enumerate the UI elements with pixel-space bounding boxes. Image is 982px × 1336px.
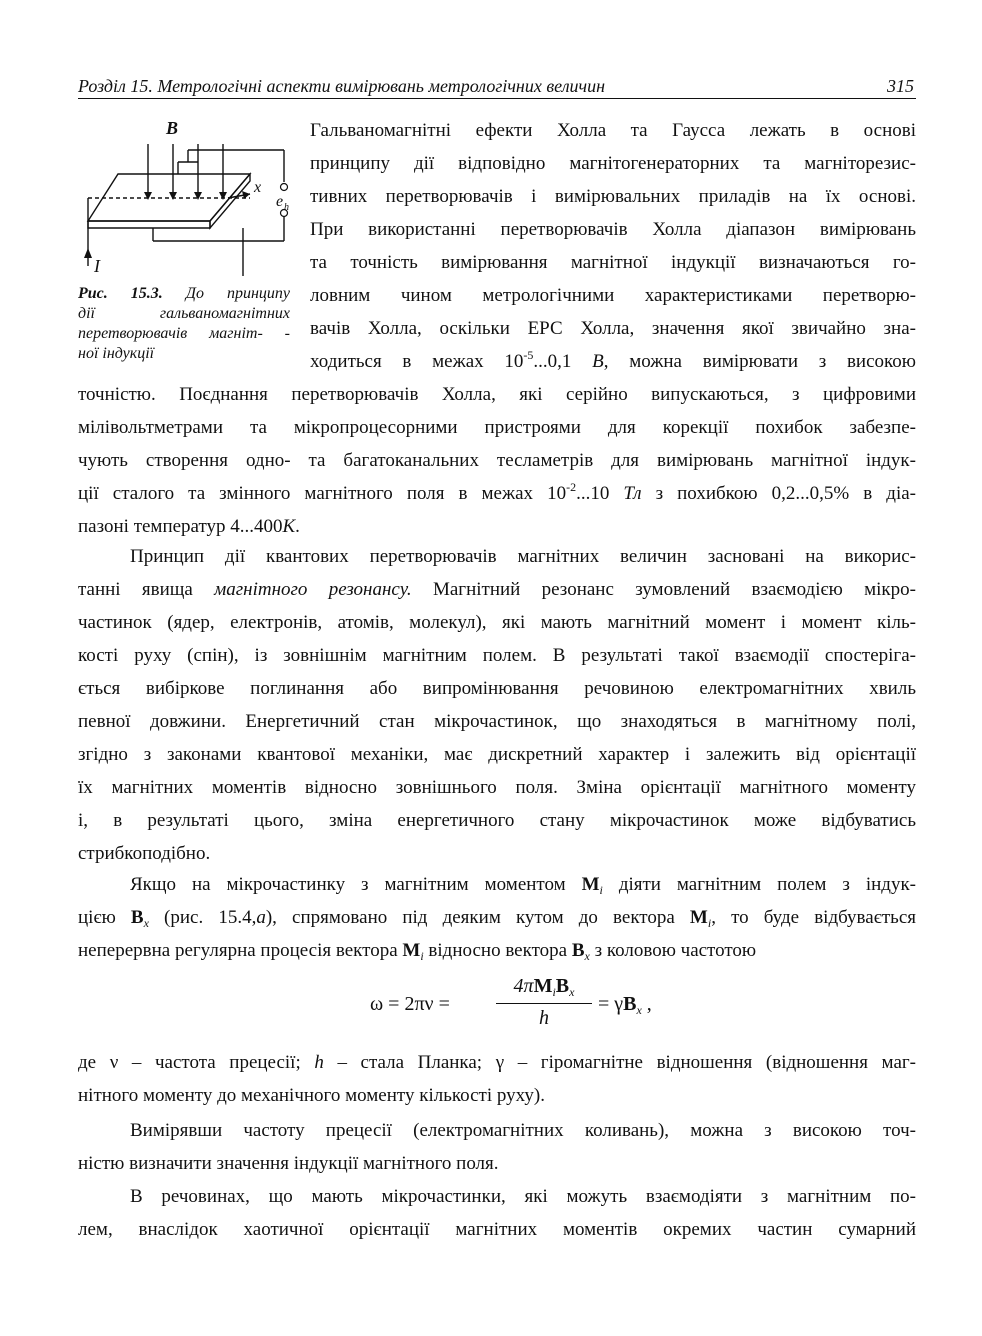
text-line: пазоні температур 4...400К. [78,516,300,537]
text-line: їх магнітних моментів відносно зовнішнього поля. Зміна орієнтації магнітного моменту [78,777,916,798]
text-line: і, в результаті цього, зміна енергетичного стану мікрочастинок може відбуватись [78,810,916,831]
caption-line: ної індукції [78,345,155,362]
caption-line: Рис. 15.3. До принципу [78,285,290,302]
text-line: ції сталого та змінного магнітного поля в межах $10^{-2}...10$ Тл з похибкою 0,2...0,5% в діа- [78,480,917,504]
formula-denominator: h [539,1007,549,1029]
text-line: танні явища магнітного резонансу. Магнітний резонанс зумовлений взаємодією мікро- [78,579,916,600]
text-line: Принцип дії квантових перетворювачів магнітних величин засновані на викорис- [130,546,916,567]
text-line: вачів Холла, оскільки ЕРС Холла, значення якої звичайно зна- [310,318,916,339]
text-line: та точність вимірювання магнітної індукції визначаються го- [310,252,916,273]
text-line: кості руху (спін), із зовнішнім магнітним полем. В результаті такої взаємодії спостеріга- [78,645,916,666]
figure-caption [78,284,290,364]
figure-15-3 [78,116,298,376]
text-line: ловним чином метрологічними характеристиками перетворю- [310,285,916,306]
hall-sensor-diagram [78,116,298,286]
text-line: ється вибіркове поглинання або випромінювання речовиною електромагнітних хвиль [78,678,916,699]
text-line: точністю. Поєднання перетворювачів Холла, які серійно випускаються, з цифровими [78,384,916,405]
text-line: чують створення одно- та багатоканальних тесламетрів для вимірювань магнітної індук- [78,450,916,471]
text-line: певної довжини. Енергетичний стан мікрочастинок, що знаходяться в магнітному полі, [78,711,916,732]
formula-rhs: = $\gamma B_x$ , [598,993,652,1017]
text-line: В речовинах, що мають мікрочастинки, які можуть взаємодіяти з магнітним по- [130,1186,916,1207]
text-line: неперервна регулярна процесія вектора $M_i$ відносно вектора $B_x$ з коловою частотою [78,940,757,963]
text-line: де ν – частота прецесії; h – стала Планка; γ – гіромагнітне відношення (відношення маг- [78,1052,916,1073]
paragraph-5 [78,1114,916,1180]
text-line: мілівольтметрами та мікропроцесорними пристроями для корекції похибок забезпе- [78,417,916,438]
text-line: Гальваномагнітні ефекти Холла та Гаусса лежать в основі [310,120,916,141]
text-line: частинок (ядер, електронів, атомів, молекул), які мають магнітний момент і момент кіль- [78,612,916,633]
text-line: згідно з законами квантової механіки, має дискретний характер і залежить від орієнтації [78,744,916,765]
label-B: B [166,118,179,138]
text-line: цією $B_x$ (рис. 15.4,а), спрямовано під деяким кутом до вектора $M_i$, то буде відбувається [78,907,917,930]
formula-numerator: $4\pi M_iB_x$ [513,975,575,999]
text-line: нітного моменту до механічного моменту кількості руху). [78,1085,545,1106]
caption-line: перетворювачів магніт- - [78,325,290,342]
formula-lhs: ω = 2πν = [370,993,450,1015]
text-line: Вимірявши частоту прецесії (електромагнітних коливань), можна з високою точ- [130,1120,916,1141]
paragraph-4 [78,1046,916,1112]
label-eh-sub: h [284,202,289,213]
caption-line: дії гальваномагнітних [78,305,290,322]
text-line: стрибкоподібно. [78,843,211,864]
paragraph-6 [78,1180,916,1246]
paragraph-2 [78,540,916,870]
text-line: ністю визначити значення індукції магнітного поля. [78,1153,499,1174]
fraction-bar [496,1003,592,1004]
paragraph-1-full [78,378,916,543]
text-line: При використанні перетворювачів Холла діапазон вимірювань [310,219,916,240]
paragraph-1-wrapped [310,114,916,378]
running-header [78,76,916,99]
header-title: Розділ 15. Метрологічні аспекти вимірювань метрологічних величин [78,76,606,96]
precession-formula [370,975,670,1035]
text-line: Якщо на мікрочастинку з магнітним моментом $M_i$ діяти магнітним полем з індук- [130,874,917,897]
label-x: x [254,179,262,196]
caption-label: Рис. 15.3. [78,285,163,302]
paragraph-3 [78,868,916,967]
label-I: I [94,256,100,276]
text-line: ходиться в межах $10^{-5}...0,1$ B, можна вимірювати з високою [310,348,916,372]
text-line: лем, внаслідок хаотичної орієнтації магнітних моментів окремих частин сумарний [78,1219,916,1240]
text-line: тивних перетворювачів і вимірювальних приладів на їх основі. [310,186,916,207]
page-number: 315 [887,76,914,96]
text-line: принципу дії відповідно магнітогенераторних та магніторезис- [310,153,916,174]
label-eh: e [276,193,284,210]
